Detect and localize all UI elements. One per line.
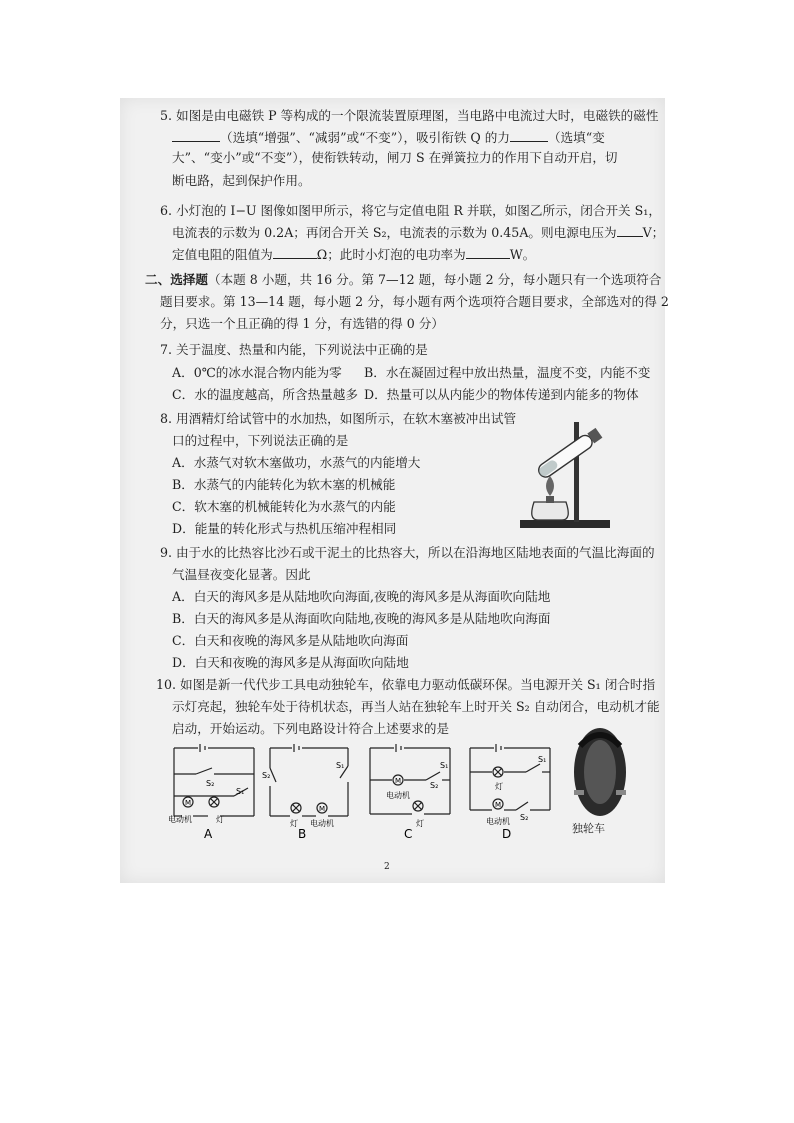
q8-test-tube-figure bbox=[512, 416, 622, 532]
q9-stem-2: 气温昼夜变化显著。因此 bbox=[172, 567, 311, 582]
q7-option-d: D．热量可以从内能少的物体传递到内能多的物体 bbox=[364, 387, 639, 402]
q9-option-a: A．白天的海风多是从陆地吹向海面,夜晚的海风多是从海面吹向陆地 bbox=[172, 589, 551, 604]
stand-pole bbox=[574, 422, 579, 522]
circuit-a-letter: A bbox=[204, 827, 213, 840]
q8-stem-2: 口的过程中，下列说法正确的是 bbox=[172, 433, 349, 448]
q8-option-b: B．水蒸气的内能转化为软木塞的机械能 bbox=[172, 477, 396, 492]
q5-line-3: 大”、“变小”或“不变”），使衔铁转动，闸刀 S 在弹簧拉力的作用下自动开启，切 bbox=[172, 150, 618, 165]
circuit-b-s2: S₂ bbox=[262, 771, 271, 780]
alcohol-lamp bbox=[532, 476, 569, 520]
q5-line-1: 5. 如图是由电磁铁 P 等构成的一个限流装置原理图，当电路中电流过大时，电磁铁的磁性 bbox=[160, 108, 659, 123]
q6-blank-voltage bbox=[617, 224, 643, 237]
circuit-b-letter: B bbox=[298, 827, 307, 840]
circuit-a-lamp-label: 灯 bbox=[216, 815, 224, 824]
flame-icon bbox=[546, 476, 554, 496]
circuit-b-motor-symbol: M bbox=[319, 805, 326, 813]
q5-blank-2 bbox=[510, 129, 548, 142]
circuit-d-motor-symbol: M bbox=[495, 801, 502, 809]
circuit-c-motor-symbol: M bbox=[395, 777, 402, 785]
circuit-d-motor-label: 电动机 bbox=[486, 817, 510, 826]
q6-blank-resistance bbox=[273, 246, 317, 259]
circuit-c-s1: S₁ bbox=[440, 761, 449, 770]
stand-base bbox=[520, 520, 610, 528]
circuit-d bbox=[464, 744, 556, 840]
circuit-c bbox=[364, 744, 456, 840]
circuit-d-s2: S₂ bbox=[520, 813, 529, 822]
circuit-a-motor-symbol: M bbox=[185, 799, 192, 807]
section-2-title: 二、选择题 bbox=[145, 272, 208, 287]
circuit-a bbox=[168, 744, 260, 840]
unicycle-figure bbox=[566, 724, 636, 836]
q7-stem: 7. 关于温度、热量和内能，下列说法中正确的是 bbox=[160, 342, 428, 357]
q7-option-c: C．水的温度越高，所含热量越多 bbox=[172, 387, 358, 402]
unicycle-label: 独轮车 bbox=[572, 822, 605, 835]
q9-option-b: B．白天的海风多是从海面吹向陆地,夜晚的海风多是从陆地吹向海面 bbox=[172, 611, 551, 626]
circuit-d-letter: D bbox=[502, 827, 512, 840]
q10-stem-3: 启动，开始运动。下列电路设计符合上述要求的是 bbox=[172, 721, 450, 736]
circuit-c-s2: S₂ bbox=[430, 781, 439, 790]
q7-option-b: B．水在凝固过程中放出热量，温度不变，内能不变 bbox=[364, 365, 651, 380]
q8-option-c: C．软木塞的机械能转化为水蒸气的内能 bbox=[172, 499, 396, 514]
circuit-b bbox=[262, 744, 354, 840]
q6-line-2: 电流表的示数为 0.2A；再闭合开关 S₂，电流表的示数为 0.45A。则电源电压为 V； bbox=[172, 225, 665, 240]
q5-line-2: （选填“增强”、“减弱”或“不变”），吸引衔铁 Q 的力 （选填“变 bbox=[172, 129, 605, 146]
circuit-a-s2: S₂ bbox=[206, 779, 215, 788]
circuit-c-lamp-label: 灯 bbox=[416, 819, 424, 828]
q6-line-3: 定值电阻的阻值为 Ω；此时小灯泡的电功率为 W。 bbox=[172, 247, 536, 262]
q8-option-a: A．水蒸气对软木塞做功，水蒸气的内能增大 bbox=[172, 455, 421, 470]
circuit-c-motor-label: 电动机 bbox=[386, 791, 410, 800]
circuit-b-lamp-label: 灯 bbox=[290, 819, 298, 828]
circuit-a-motor-label: 电动机 bbox=[168, 815, 192, 824]
q5-blank-1 bbox=[172, 129, 220, 142]
page-number: 2 bbox=[384, 862, 390, 872]
section-2-line-1: 二、选择题（本题 8 小题，共 16 分。第 7—12 题，每小题 2 分，每小题只有一个选项符合 bbox=[145, 272, 662, 287]
q10-stem-2: 示灯亮起，独轮车处于待机状态，再当人站在独轮车上时开关 S₂ 自动闭合，电动机才能 bbox=[172, 699, 660, 714]
q9-option-c: C．白天和夜晚的海风多是从陆地吹向海面 bbox=[172, 633, 409, 648]
circuit-b-s1: S₁ bbox=[336, 761, 345, 770]
circuit-b-motor-label: 电动机 bbox=[310, 819, 334, 828]
q10-stem-1: 10. 如图是新一代代步工具电动独轮车，依靠电力驱动低碳环保。当电源开关 S₁ 闭合时指 bbox=[156, 677, 656, 692]
circuit-a-s1: S₁ bbox=[236, 787, 245, 796]
q8-option-d: D．能量的转化形式与热机压缩冲程相同 bbox=[172, 521, 397, 536]
q7-option-a: A．0℃的冰水混合物内能为零 bbox=[172, 365, 342, 380]
section-2-line-2: 题目要求。第 13—14 题，每小题 2 分，每小题有两个选项符合题目要求，全部选对的得 2 bbox=[160, 294, 669, 309]
q5-line-4: 断电路，起到保护作用。 bbox=[172, 173, 311, 188]
circuit-c-letter: C bbox=[404, 827, 413, 840]
q9-option-d: D．白天和夜晚的海风多是从海面吹向陆地 bbox=[172, 655, 409, 670]
q9-stem-1: 9. 由于水的比热容比沙石或干泥土的比热容大，所以在沿海地区陆地表面的气温比海面的 bbox=[160, 545, 655, 560]
circuit-d-lamp-label: 灯 bbox=[495, 782, 503, 791]
q8-stem-1: 8. 用酒精灯给试管中的水加热，如图所示，在软木塞被冲出试管 bbox=[160, 411, 517, 426]
q6-line-1: 6. 小灯泡的 I−U 图像如图甲所示，将它与定值电阻 R 并联，如图乙所示，闭合开关 S₁， bbox=[160, 203, 661, 218]
circuit-d-s1: S₁ bbox=[538, 755, 547, 764]
test-tube bbox=[536, 427, 603, 480]
section-2-line-3: 分，只选一个且正确的得 1 分，有选错的得 0 分） bbox=[160, 316, 444, 331]
q6-blank-power bbox=[466, 246, 510, 259]
